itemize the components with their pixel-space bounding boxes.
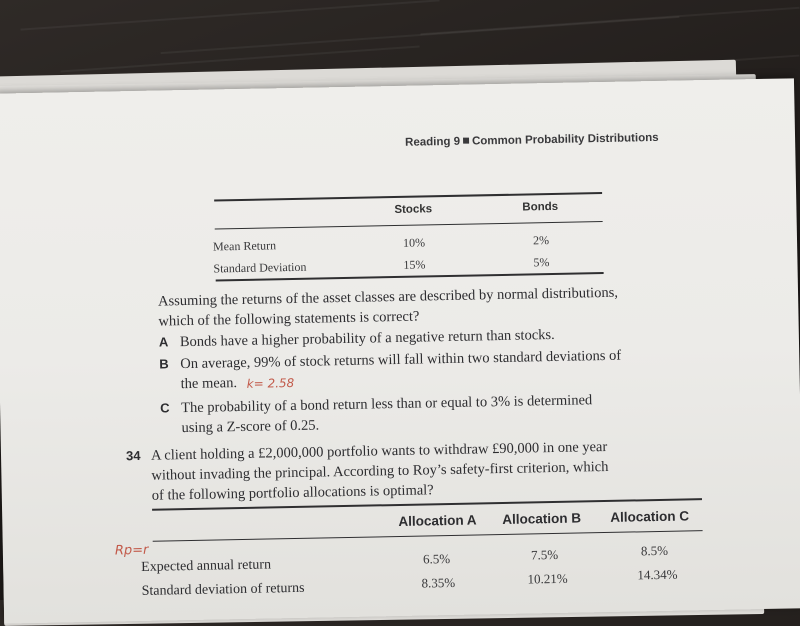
row-label: Expected annual return <box>141 557 272 575</box>
option-a-text: Bonds have a higher probability of a negative return than stocks. <box>179 326 555 351</box>
question-stem-line: Assuming the returns of the asset classes are described by normal distributions, <box>157 284 619 310</box>
cell-allocation-c-return: 8.5% <box>640 542 669 559</box>
handwritten-margin-note: Rp=r <box>114 542 149 559</box>
option-b-text-cont: the mean. <box>180 375 238 393</box>
square-bullet-icon <box>463 138 469 144</box>
cell-bonds-std: 5% <box>533 255 550 270</box>
running-header-reading: Reading 9 <box>404 135 461 149</box>
handwritten-note: k= 2.58 <box>246 375 295 391</box>
column-header-stocks: Stocks <box>394 203 433 217</box>
option-c-text: The probability of a bond return less than or equal to 3% is determined <box>180 392 593 417</box>
cell-allocation-b-std: 10.21% <box>527 570 568 587</box>
column-header-allocation-b: Allocation B <box>502 510 582 527</box>
column-header-allocation-c: Allocation C <box>610 508 690 525</box>
table1-top-rule <box>214 192 602 201</box>
question-stem-line: which of the following statements is correct? <box>158 308 420 330</box>
column-header-bonds: Bonds <box>522 200 559 214</box>
cell-stocks-std: 15% <box>403 257 426 272</box>
cell-allocation-a-std: 8.35% <box>421 574 456 591</box>
question-34-line: without invading the principal. According to Roy’s safety-first criterion, which <box>151 458 609 484</box>
cell-allocation-a-return: 6.5% <box>422 551 451 567</box>
option-letter-b: B <box>159 356 169 372</box>
running-header <box>405 132 659 149</box>
table2-header-rule <box>153 530 703 542</box>
option-c-text-cont: using a Z-score of 0.25. <box>181 417 320 437</box>
textbook-page <box>0 78 800 623</box>
table1-header-rule <box>215 221 603 229</box>
option-letter-c: C <box>159 400 170 416</box>
running-header-title: Common Probability Distributions <box>471 131 659 148</box>
question-34-line: of the following portfolio allocations is optimal? <box>151 482 434 504</box>
option-letter-a: A <box>158 334 169 350</box>
table1-row-std <box>213 254 603 276</box>
table1-row-mean <box>212 232 603 254</box>
cell-allocation-c-std: 14.34% <box>637 566 678 583</box>
cell-allocation-b-return: 7.5% <box>530 546 559 563</box>
row-label: Mean Return <box>212 238 277 254</box>
cell-stocks-mean: 10% <box>402 235 426 250</box>
row-label: Standard Deviation <box>213 259 307 276</box>
question-34-line: A client holding a £2,000,000 portfolio wants to withdraw £90,000 in one year <box>150 438 608 464</box>
column-header-allocation-a: Allocation A <box>398 512 477 529</box>
cell-bonds-mean: 2% <box>532 233 550 248</box>
row-label: Standard deviation of returns <box>141 580 305 599</box>
returns-table <box>212 200 602 217</box>
question-number: 34 <box>125 447 141 464</box>
option-b-text: On average, 99% of stock returns will fall within two standard deviations of <box>180 347 622 373</box>
